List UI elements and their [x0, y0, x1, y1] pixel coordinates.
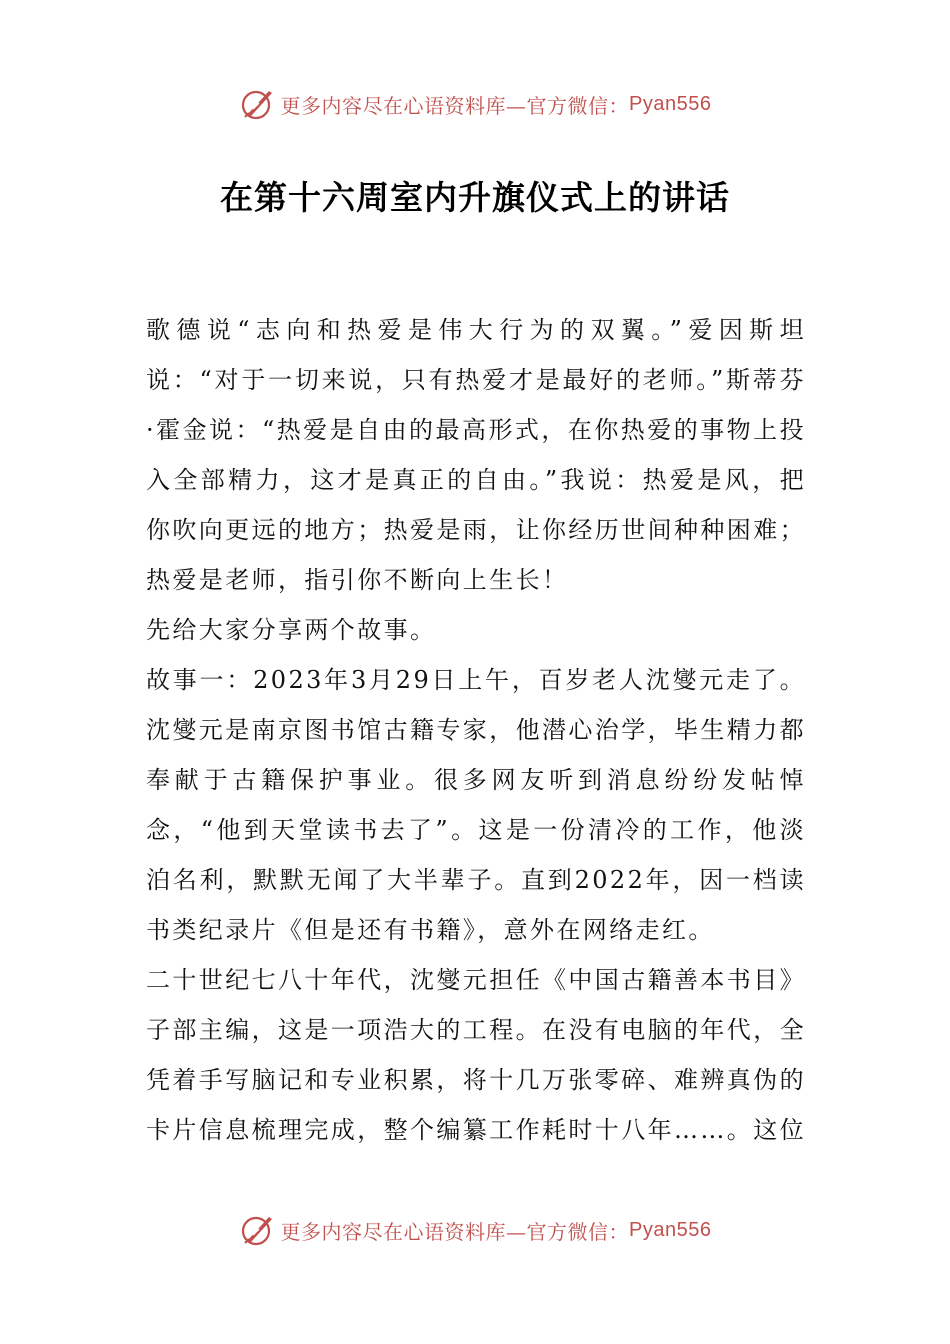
paragraph-intro: 歌德说“志向和热爱是伟大行为的双翼。”爱因斯坦说：“对于一切来说，只有热爱才是最好的老师。”斯蒂芬·霍金说：“热爱是自由的最高形式，在你热爱的事物上投入全部精力，这才是真正的自由。”我说：热爱是风，把你吹向更远的地方；热爱是雨，让你经历世间种种困难；热爱是老师，指引你不断向上生长！ [146, 316, 806, 594]
quill-logo-icon [239, 1213, 277, 1247]
banner-text: 更多内容尽在心语资料库—官方微信： [280, 93, 630, 118]
wechat-id: Pyan556 [629, 92, 712, 115]
document-title: 在第十六周室内升旗仪式上的讲话 [220, 178, 730, 217]
header-watermark-banner [0, 84, 950, 124]
paragraph-story-one-cont: 二十世纪七八十年代，沈燮元担任《中国古籍善本书目》子部主编，这是一项浩大的工程。在没有电脑的年代，全凭着手写脑记和专业积累，将十几万张零碎、难辨真伪的卡片信息梳理完成，整个编纂工作耗时十八年……。这位 [146, 966, 806, 1144]
footer-watermark-banner [0, 1210, 950, 1250]
paragraph-story-one: 故事一：2023年3月29日上午，百岁老人沈燮元走了。沈燮元是南京图书馆古籍专家，他潜心治学，毕生精力都奉献于古籍保护事业。很多网友听到消息纷纷发帖悼念，“他到天堂读书去了”。这是一份清冷的工作，他淡泊名利，默默无闻了大半辈子。直到2022年，因一档读书类纪录片《但是还有书籍》，意外在网络走红。 [146, 666, 806, 944]
document-body [146, 305, 806, 1155]
paragraph-share: 先给大家分享两个故事。 [146, 616, 437, 644]
banner-text: 更多内容尽在心语资料库—官方微信： [280, 1219, 630, 1244]
quill-logo-icon [239, 87, 277, 121]
wechat-id: Pyan556 [629, 1218, 712, 1241]
